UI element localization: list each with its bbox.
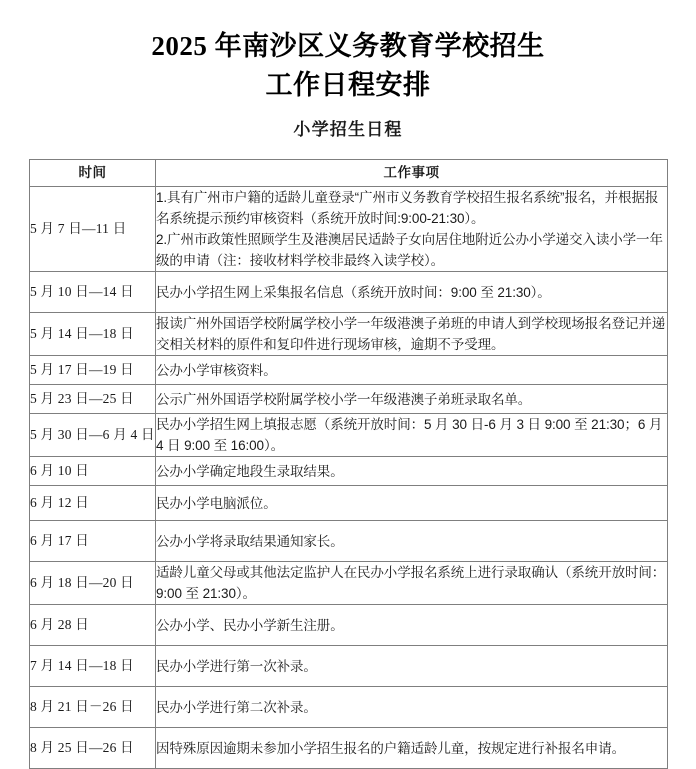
table-header	[30, 160, 668, 187]
cell-item	[156, 356, 668, 385]
cell-time: 8 月 25 日—26 日	[30, 728, 156, 769]
cell-time: 6 月 18 日—20 日	[30, 562, 156, 605]
table-row	[30, 486, 668, 521]
item-paragraph: 1.具有广州市户籍的适龄儿童登录“广州市义务教育学校招生报名系统”报名，并根据报名系统提示预约审核资料（系统开放时间:9:00-21:30）。	[156, 190, 659, 226]
item-paragraph: 民办小学进行第二次补录。	[156, 699, 317, 715]
cell-item	[156, 728, 668, 769]
cell-item	[156, 605, 668, 646]
item-paragraph: 民办小学招生网上填报志愿（系统开放时间：5 月 30 日-6 月 3 日 9:00 至 21:30；6 月 4 日 9:00 至 16:00）。	[156, 417, 663, 453]
cell-item	[156, 687, 668, 728]
table-body	[30, 187, 668, 769]
page-title	[0, 27, 696, 105]
cell-time: 5 月 14 日—18 日	[30, 313, 156, 356]
table-row	[30, 356, 668, 385]
cell-time: 6 月 10 日	[30, 457, 156, 486]
table-row	[30, 187, 668, 272]
table-row	[30, 272, 668, 313]
title-block	[0, 0, 696, 141]
cell-item	[156, 385, 668, 414]
cell-time: 6 月 28 日	[30, 605, 156, 646]
item-paragraph: 适龄儿童父母或其他法定监护人在民办小学报名系统上进行录取确认（系统开放时间：9:00 至 21:30）。	[156, 565, 666, 601]
cell-time: 7 月 14 日—18 日	[30, 646, 156, 687]
table-row	[30, 728, 668, 769]
column-header-item: 工作事项	[156, 160, 668, 187]
item-paragraph: 公办小学确定地段生录取结果。	[156, 463, 344, 479]
column-header-time: 时间	[30, 160, 156, 187]
page-title-line-2: 工作日程安排	[265, 70, 431, 100]
cell-time: 5 月 10 日—14 日	[30, 272, 156, 313]
cell-time: 8 月 21 日－26 日	[30, 687, 156, 728]
page-title-line-1: 2025 年南沙区义务教育学校招生	[151, 31, 545, 61]
table-row	[30, 385, 668, 414]
item-paragraph: 2.广州市政策性照顾学生及港澳居民适龄子女向居住地附近公办小学递交入读小学一年级的申请（注：接收材料学校非最终入读学校）。	[156, 232, 663, 268]
table-row	[30, 414, 668, 457]
cell-item	[156, 521, 668, 562]
table-row	[30, 562, 668, 605]
table-header-row	[30, 160, 668, 187]
item-paragraph: 报读广州外国语学校附属学校小学一年级港澳子弟班的申请人到学校现场报名登记并递交相关材料的原件和复印件进行现场审核，逾期不予受理。	[156, 316, 666, 352]
item-paragraph: 公办小学审核资料。	[156, 362, 277, 378]
table-row	[30, 605, 668, 646]
table-row	[30, 313, 668, 356]
item-paragraph: 公示广州外国语学校附属学校小学一年级港澳子弟班录取名单。	[156, 391, 532, 407]
cell-item	[156, 457, 668, 486]
table-row	[30, 646, 668, 687]
schedule-table	[29, 159, 668, 769]
item-paragraph: 民办小学进行第一次补录。	[156, 658, 317, 674]
item-paragraph: 公办小学将录取结果通知家长。	[156, 533, 344, 549]
item-paragraph: 公办小学、民办小学新生注册。	[156, 617, 344, 633]
table-row	[30, 521, 668, 562]
item-paragraph: 因特殊原因逾期未参加小学招生报名的户籍适龄儿童，按规定进行补报名申请。	[156, 740, 625, 756]
cell-time: 6 月 12 日	[30, 486, 156, 521]
item-paragraph: 民办小学电脑派位。	[156, 495, 277, 511]
item-paragraph: 民办小学招生网上采集报名信息（系统开放时间：9:00 至 21:30）。	[156, 284, 551, 300]
cell-time: 5 月 7 日—11 日	[30, 187, 156, 272]
table-row	[30, 687, 668, 728]
cell-time: 5 月 17 日—19 日	[30, 356, 156, 385]
cell-item	[156, 414, 668, 457]
page-subtitle: 小学招生日程	[293, 120, 403, 139]
cell-item	[156, 272, 668, 313]
cell-item	[156, 486, 668, 521]
cell-item	[156, 313, 668, 356]
table-row	[30, 457, 668, 486]
cell-item	[156, 646, 668, 687]
schedule-table-container	[0, 159, 696, 769]
cell-item	[156, 562, 668, 605]
cell-time: 5 月 30 日—6 月 4 日	[30, 414, 156, 457]
cell-time: 6 月 17 日	[30, 521, 156, 562]
cell-time: 5 月 23 日—25 日	[30, 385, 156, 414]
cell-item	[156, 187, 668, 272]
